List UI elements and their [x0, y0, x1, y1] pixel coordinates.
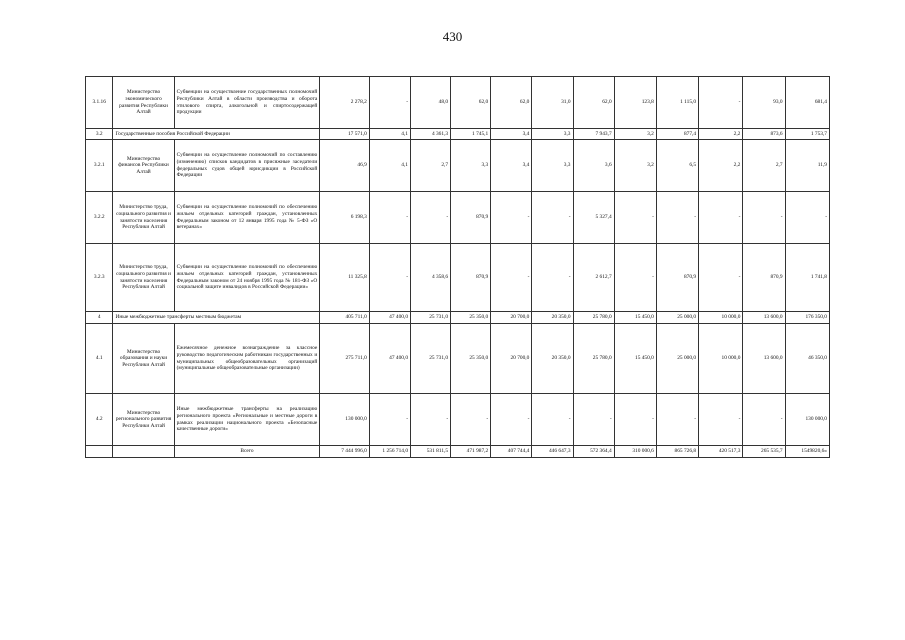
group-label-cell: Иные межбюджетные трансферты местным бюджетам: [113, 312, 320, 324]
value-cell: 13 600,0: [743, 312, 785, 324]
value-cell: 572 364,4: [573, 446, 614, 458]
row-number: 4: [86, 312, 113, 324]
row-number: 4.1: [86, 324, 113, 394]
value-cell: -: [614, 244, 656, 312]
executor-cell: Министерство труда, социального развития и занятости населения Республики Алтай: [113, 244, 174, 312]
value-cell: 62,0: [451, 77, 491, 129]
value-cell: 3,3: [451, 140, 491, 192]
value-cell: 3,6: [573, 140, 614, 192]
description-cell: Субвенции на осуществление полномочий по обеспечению жильем отдельных категорий граждан, установленных Федеральным законом от 12 января 1995 года № 5-ФЗ «О ветеранах»: [174, 192, 320, 244]
value-cell: -: [656, 192, 698, 244]
value-cell: 1 741,8: [785, 244, 829, 312]
value-cell: 25 000,0: [656, 324, 698, 394]
value-cell: -: [369, 394, 410, 446]
budget-table: [85, 76, 830, 458]
value-cell: 47 400,0: [369, 324, 410, 394]
row-number: 3.2.1: [86, 140, 113, 192]
value-cell: 3,4: [491, 129, 532, 140]
value-cell: 1 753,7: [785, 129, 829, 140]
value-cell: 870,9: [743, 244, 785, 312]
value-cell: 4,1: [369, 129, 410, 140]
value-cell: 4 358,6: [411, 244, 451, 312]
value-cell: 2,7: [743, 140, 785, 192]
value-cell: 3,3: [532, 129, 573, 140]
executor-cell: Министерство труда, социального развития и занятости населения Республики Алтай: [113, 192, 174, 244]
value-cell: -: [699, 77, 743, 129]
value-cell: 865 726,8: [656, 446, 698, 458]
value-cell: 62,0: [491, 77, 532, 129]
value-cell: -: [785, 192, 829, 244]
value-cell: 13 600,0: [743, 324, 785, 394]
value-cell: 15 450,0: [614, 324, 656, 394]
executor-cell: Министерство образования и науки Республики Алтай: [113, 324, 174, 394]
value-cell: 681,4: [785, 77, 829, 129]
value-cell: 4,1: [369, 140, 410, 192]
value-cell: -: [491, 394, 532, 446]
value-cell: -: [656, 394, 698, 446]
value-cell: 2 278,2: [320, 77, 370, 129]
value-cell: 3,3: [532, 140, 573, 192]
row-number: 3.1.16: [86, 77, 113, 129]
value-cell: 7 943,7: [573, 129, 614, 140]
value-cell: 265 535,7: [743, 446, 785, 458]
row-number: 3.2.3: [86, 244, 113, 312]
value-cell: -: [369, 77, 410, 129]
value-cell: -: [369, 244, 410, 312]
value-cell: 275 711,0: [320, 324, 370, 394]
value-cell: 25 731,0: [411, 324, 451, 394]
table-row-group: [86, 129, 830, 140]
table-row-group: [86, 312, 830, 324]
value-cell: 2,7: [411, 140, 451, 192]
value-cell: 47 400,0: [369, 312, 410, 324]
value-cell: 10 000,0: [699, 324, 743, 394]
row-number: 3.2: [86, 129, 113, 140]
value-cell: -: [573, 394, 614, 446]
table-row-detail: [86, 192, 830, 244]
value-cell: 446 647,3: [532, 446, 573, 458]
empty-cell: [86, 446, 113, 458]
value-cell: 1 115,0: [656, 77, 698, 129]
value-cell: 870,9: [451, 244, 491, 312]
empty-cell: [113, 446, 174, 458]
value-cell: 11,9: [785, 140, 829, 192]
value-cell: 48,0: [411, 77, 451, 129]
value-cell: 25 780,0: [573, 324, 614, 394]
row-number: 3.2.2: [86, 192, 113, 244]
value-cell: 407 744,4: [491, 446, 532, 458]
value-cell: -: [614, 192, 656, 244]
value-cell: 4 361,3: [411, 129, 451, 140]
value-cell: 6,5: [656, 140, 698, 192]
value-cell: 31,0: [532, 77, 573, 129]
total-label-cell: Всего: [174, 446, 320, 458]
value-cell: 870,9: [656, 244, 698, 312]
value-cell: 10 000,0: [699, 312, 743, 324]
description-cell: Субвенции на осуществление полномочий по обеспечению жильем отдельных категорий граждан, установленных Федеральным законом от 24 ноября 1995 года № 181-ФЗ «О социальной защите инвалидов в Российской Федерации»: [174, 244, 320, 312]
value-cell: 1549820,6»: [785, 446, 829, 458]
value-cell: -: [532, 244, 573, 312]
value-cell: 20 700,0: [491, 324, 532, 394]
value-cell: 62,0: [573, 77, 614, 129]
value-cell: 20 350,0: [532, 312, 573, 324]
value-cell: -: [491, 192, 532, 244]
value-cell: 123,8: [614, 77, 656, 129]
value-cell: 2 612,7: [573, 244, 614, 312]
value-cell: -: [699, 192, 743, 244]
value-cell: 20 350,0: [532, 324, 573, 394]
table-row-detail: [86, 140, 830, 192]
value-cell: 310 000,6: [614, 446, 656, 458]
value-cell: 25 350,0: [451, 324, 491, 394]
value-cell: -: [743, 394, 785, 446]
value-cell: 873,6: [743, 129, 785, 140]
table-row-total: [86, 446, 830, 458]
value-cell: 25 000,0: [656, 312, 698, 324]
value-cell: 5 327,4: [573, 192, 614, 244]
value-cell: 7 444 996,0: [320, 446, 370, 458]
value-cell: -: [369, 192, 410, 244]
group-label-cell: Государственные пособия Российской Федерации: [113, 129, 320, 140]
value-cell: 25 350,0: [451, 312, 491, 324]
table-row-detail: [86, 244, 830, 312]
value-cell: 531 811,5: [411, 446, 451, 458]
value-cell: 93,0: [743, 77, 785, 129]
executor-cell: Министерство регионального развития Республики Алтай: [113, 394, 174, 446]
value-cell: 15 450,0: [614, 312, 656, 324]
value-cell: -: [491, 244, 532, 312]
value-cell: 3,2: [614, 129, 656, 140]
value-cell: 11 325,8: [320, 244, 370, 312]
description-cell: Иные межбюджетные трансферты на реализацию регионального проекта «Региональные и местные дороги в рамках реализации национального проекта «Безопасные качественные дороги»: [174, 394, 320, 446]
value-cell: 405 711,0: [320, 312, 370, 324]
table-row-detail: [86, 77, 830, 129]
value-cell: 25 731,0: [411, 312, 451, 324]
executor-cell: Министерство экономического развития Республики Алтай: [113, 77, 174, 129]
value-cell: 870,9: [451, 192, 491, 244]
value-cell: -: [451, 394, 491, 446]
value-cell: 471 987,2: [451, 446, 491, 458]
value-cell: -: [614, 394, 656, 446]
value-cell: -: [743, 192, 785, 244]
description-cell: Ежемесячное денежное вознаграждение за классное руководство педагогическим работникам государственных и муниципальных общеобразовательных организаций (муниципальные общеобразовательные организации): [174, 324, 320, 394]
value-cell: -: [411, 394, 451, 446]
value-cell: 3,4: [491, 140, 532, 192]
description-cell: Субвенции на осуществление государственных полномочий Республики Алтай в области производства и оборота этилового спирта, алкогольной и спиртосодержащей продукции: [174, 77, 320, 129]
value-cell: 130 000,0: [785, 394, 829, 446]
value-cell: -: [699, 244, 743, 312]
value-cell: 3,2: [614, 140, 656, 192]
page-number: 430: [442, 29, 463, 44]
value-cell: 20 700,0: [491, 312, 532, 324]
value-cell: 46,9: [320, 140, 370, 192]
description-cell: Субвенции на осуществление полномочий по составлению (изменению) списков кандидатов в присяжные заседатели федеральных судов общей юрисдикции в Российской Федерации: [174, 140, 320, 192]
row-number: 4.2: [86, 394, 113, 446]
value-cell: 17 571,0: [320, 129, 370, 140]
value-cell: 1 256 714,0: [369, 446, 410, 458]
value-cell: 25 780,0: [573, 312, 614, 324]
table-row-detail: [86, 324, 830, 394]
value-cell: 46 350,0: [785, 324, 829, 394]
value-cell: -: [411, 192, 451, 244]
value-cell: 2,2: [699, 140, 743, 192]
value-cell: -: [699, 394, 743, 446]
executor-cell: Министерство финансов Республики Алтай: [113, 140, 174, 192]
value-cell: -: [532, 394, 573, 446]
value-cell: 2,2: [699, 129, 743, 140]
value-cell: -: [532, 192, 573, 244]
value-cell: 420 517,3: [699, 446, 743, 458]
value-cell: 6 198,3: [320, 192, 370, 244]
value-cell: 130 000,0: [320, 394, 370, 446]
table-row-detail: [86, 394, 830, 446]
value-cell: 176 350,0: [785, 312, 829, 324]
value-cell: 877,4: [656, 129, 698, 140]
value-cell: 1 745,1: [451, 129, 491, 140]
